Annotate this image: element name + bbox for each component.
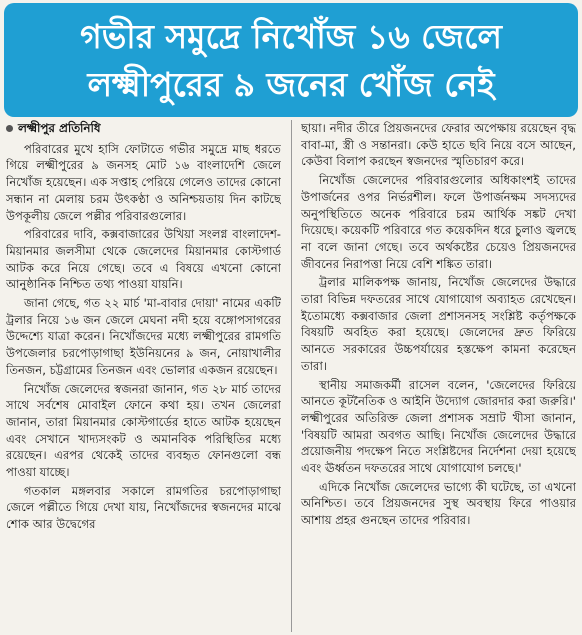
paragraph: ট্রলার মালিকপক্ষ জানায়, নিখোঁজ জেলেদের উদ্ধারে তারা বিভিন্ন দফতরের সাথে যোগাযোগ অব্যাহত রেখেছেন। ইতোমধ্যে কক্সবাজার জেলা প্রশাসনসহ সংশ্লিষ্ট কর্তৃপক্ষকে বিষয়টি অবহিত করা হয়েছে। জেলেদের দ্রুত ফিরিয়ে আনতে সরকারের উচ্চপর্যায়ের হস্তক্ষেপ কামনা করেছেন তারা।	[301, 275, 576, 373]
article-column-left	[6, 120, 281, 632]
paragraph: জানা গেছে, গত ২২ মার্চ 'মা-বাবার দোয়া' নামের একটি ট্রলার নিয়ে ১৬ জন জেলে মেঘনা নদী হয়ে বঙ্গোপসাগরের উদ্দেশ্যে যাত্রা করেন। নিখোঁজদের মধ্যে লক্ষ্মীপুরের রামগতি উপজেলার চরপোড়াগাছা ইউনিয়নের ৯ জন, নোয়াখালীর তিনজন, চট্টগ্রামের তিনজন এবং ভোলার একজন রয়েছেন।	[6, 296, 281, 377]
paragraph: স্থানীয় সমাজকর্মী রাসেল বলেন, 'জেলেদের ফিরিয়ে আনতে কূটনৈতিক ও আইনি উদ্যোগ জোরদার করা জরুরি।' লক্ষ্মীপুরের অতিরিক্ত জেলা প্রশাসক সম্রাট খীসা জানান, 'বিষয়টি আমরা অবগত আছি। নিখোঁজ জেলেদের উদ্ধারে প্রয়োজনীয় পদক্ষেপ নিতে সংশ্লিষ্টদের নির্দেশনা দেয়া হয়েছে এবং ঊর্ধ্বতন দফতরের সাথে যোগাযোগ চলছে।'	[301, 377, 576, 476]
paragraph: পরিবারের দাবি, কক্সবাজারের উখিয়া সংলগ্ন বাংলাদেশ-মিয়ানমার জলসীমা থেকে জেলেদের মিয়ানমার কোস্টগার্ড আটক করে নিয়ে গেছে। তবে এ বিষয়ে এখনো কোনো আনুষ্ঠানিক নিশ্চিত তথ্য পাওয়া যায়নি।	[6, 227, 281, 292]
byline-text: লক্ষ্মীপুর প্রতিনিধি	[18, 121, 101, 135]
headline-line-1: গভীর সমুদ্রে নিখোঁজ ১৬ জেলে	[80, 17, 502, 56]
paragraph: গতকাল মঙ্গলবার সকালে রামগতির চরপোড়াগাছা জেলে পল্লীতে গিয়ে দেখা যায়, নিখোঁজদের স্বজনদের মাঝে শোক আর উদ্বেগের	[6, 483, 281, 532]
paragraph: নিখোঁজ জেলেদের স্বজনরা জানান, গত ২৮ মার্চ তাদের সাথে সর্বশেষ মোবাইল ফোনে কথা হয়। তখন জেলেরা জানান, তারা মিয়ানমার কোস্টগার্ডের হাতে আটক হয়েছেন এবং সেখানে খাদ্যসংকট ও অমানবিক পরিস্থিতির মধ্যে রয়েছেন। এরপর থেকেই তাদের ব্যবহৃত ফোনগুলো বন্ধ পাওয়া যাচ্ছে।	[6, 381, 281, 480]
headline-banner	[4, 3, 578, 117]
paragraph: নিখোঁজ জেলেদের পরিবারগুলোর অধিকাংশই তাদের উপার্জনের ওপর নির্ভরশীল। ফলে উপার্জনক্ষম সদস্যদের অনুপস্থিতিতে অনেক পরিবারে চরম আর্থিক সঙ্কট দেখা দিয়েছে। কয়েকটি পরিবারে গত কয়েকদিন ধরে চুলাও জ্বলছে না বলে জানা গেছে। তবে অর্থকষ্টের চেয়েও প্রিয়জনদের জীবনের নিরাপত্তা নিয়ে বেশি শঙ্কিত তারা।	[301, 173, 576, 271]
bullet-icon	[6, 125, 13, 132]
article-column-right	[301, 120, 576, 632]
article-body	[6, 120, 576, 632]
headline-line-2: লক্ষ্মীপুরের ৯ জনের খোঁজ নেই	[87, 65, 495, 104]
paragraph: পরিবারের মুখে হাসি ফোটাতে গভীর সমুদ্রে মাছ ধরতে গিয়ে লক্ষ্মীপুরের ৯ জনসহ মোট ১৬ বাংলাদেশি জেলে নিখোঁজ হয়েছেন। এক সপ্তাহ পেরিয়ে গেলেও তাদের কোনো সন্ধান না মেলায় চরম উৎকণ্ঠা ও অনিশ্চয়তায় দিন কাটছে উপকূলীয় জেলে পল্লীর পরিবারগুলোর।	[6, 141, 281, 223]
column-divider	[291, 120, 292, 632]
paragraph: এদিকে নিখোঁজ জেলেদের ভাগ্যে কী ঘটেছে, তা এখনো অনিশ্চিত। তবে প্রিয়জনদের সুস্থ অবস্থায় ফিরে পাওয়ার আশায় প্রহর গুনছেন তাদের পরিবার।	[301, 479, 576, 528]
byline	[6, 120, 281, 137]
paragraph-continued: ছায়া। নদীর তীরে প্রিয়জনদের ফেরার অপেক্ষায় রয়েছেন বৃদ্ধ বাবা-মা, স্ত্রী ও সন্তানরা। কেউ হাতে ছবি নিয়ে বসে আছেন, কেউবা বিলাপ করছেন স্বজনদের স্মৃতিচারণ করে।	[301, 121, 576, 169]
